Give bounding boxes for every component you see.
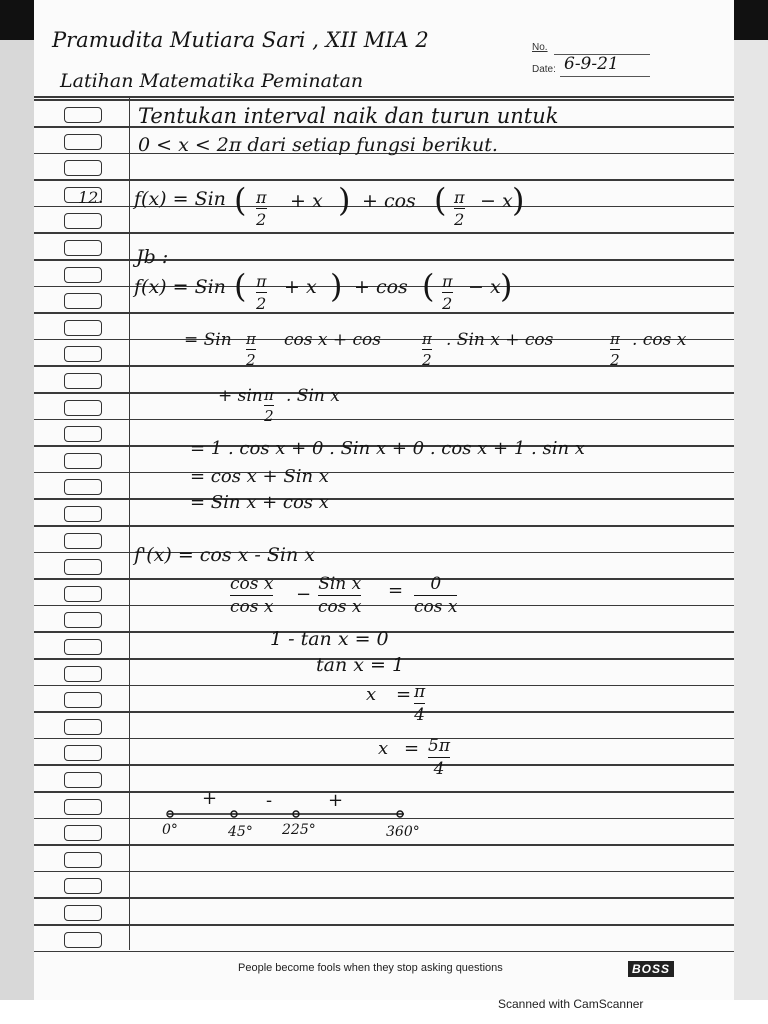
row-checkbox xyxy=(64,932,102,948)
row-checkbox xyxy=(64,905,102,921)
date-value: 6-9-21 xyxy=(564,54,619,74)
ruled-line xyxy=(34,525,734,527)
fraction-numerator: cos x xyxy=(230,574,274,594)
row-checkbox xyxy=(64,346,102,362)
step4: = 1 . cos x + 0 . Sin x + 0 . cos x + 1 . sin x xyxy=(190,438,585,459)
fraction-numerator: π xyxy=(256,188,267,207)
ruled-line xyxy=(34,232,734,234)
fraction-sin-over-cos xyxy=(318,574,361,617)
row-checkbox xyxy=(64,267,102,283)
fraction-pi-2-f xyxy=(422,330,432,369)
row-checkbox xyxy=(64,293,102,309)
row-checkbox xyxy=(64,719,102,735)
sign-positive-1: + xyxy=(202,788,218,809)
row-checkbox xyxy=(64,160,102,176)
problem-line-1: Tentukan interval naik dan turun untuk xyxy=(138,104,559,128)
fraction-numerator: π xyxy=(422,330,432,348)
row-checkbox xyxy=(64,134,102,150)
ruled-line xyxy=(34,472,734,474)
step1-plus-x: + x xyxy=(284,276,317,298)
ruled-line xyxy=(34,179,734,181)
x-label-1: x xyxy=(366,684,377,705)
row-checkbox xyxy=(64,559,102,575)
step1-prefix: f(x) = Sin xyxy=(134,276,226,298)
step1-minus-x: − x xyxy=(468,276,501,298)
fraction-numerator: 0 xyxy=(430,574,442,594)
row-checkbox xyxy=(64,825,102,841)
fraction-pi-2-b xyxy=(454,188,465,229)
fraction-cos-over-cos xyxy=(230,574,273,617)
fraction-numerator: π xyxy=(246,330,256,348)
fraction-denominator: 2 xyxy=(610,351,620,370)
derivative: f'(x) = cos x - Sin x xyxy=(134,544,315,566)
fraction-pi-2 xyxy=(256,188,267,229)
fraction-denominator: 2 xyxy=(454,210,465,230)
step2-a: = Sin xyxy=(184,330,232,350)
ruled-line xyxy=(34,498,734,500)
function-mid: + cos xyxy=(362,190,416,212)
paren-open: ( xyxy=(234,181,247,219)
x-equals-1: = xyxy=(396,684,412,705)
ruled-line xyxy=(34,711,734,713)
row-checkbox xyxy=(64,586,102,602)
ruled-line xyxy=(34,392,734,394)
fraction-denominator: 2 xyxy=(256,210,267,230)
boss-logo: BOSS xyxy=(628,961,674,977)
paren-open-2: ( xyxy=(434,181,447,219)
fraction-numerator: π xyxy=(264,386,274,404)
fraction-pi-2-e xyxy=(246,330,256,369)
tan-step-1: 1 - tan x = 0 xyxy=(270,628,389,650)
fraction-denominator: 2 xyxy=(422,351,432,370)
jawab-label: Jb : xyxy=(136,246,169,268)
frac-equals: = xyxy=(388,580,404,601)
row-checkbox xyxy=(64,400,102,416)
step3-b: . Sin x xyxy=(286,386,340,406)
problem-line-2: 0 < x < 2π dari setiap fungsi berikut. xyxy=(138,134,498,156)
ruled-line xyxy=(34,685,734,687)
x-label-2: x xyxy=(378,738,389,759)
row-checkbox xyxy=(64,692,102,708)
footer-quote: People become fools when they stop asking questions xyxy=(238,962,503,974)
fraction-denominator: cos x xyxy=(318,597,362,618)
ruled-line xyxy=(34,365,734,367)
subject-title: Latihan Matematika Peminatan xyxy=(60,70,364,92)
minus-x: − x xyxy=(480,190,513,212)
sign-positive-2: + xyxy=(328,790,344,811)
tick-label-0: 0° xyxy=(162,822,178,838)
paren-open-4: ( xyxy=(422,267,435,305)
problem-number: 12. xyxy=(78,188,104,207)
fraction-denominator: 2 xyxy=(442,294,453,314)
function-prefix: f(x) = Sin xyxy=(134,188,226,210)
row-checkbox xyxy=(64,453,102,469)
fraction-numerator: π xyxy=(610,330,620,348)
header-rule xyxy=(34,96,734,98)
x-equals-2: = xyxy=(404,738,420,759)
fraction-pi-2-h xyxy=(264,386,274,425)
tick-label-45: 45° xyxy=(228,824,253,840)
fraction-denominator: 2 xyxy=(264,407,274,426)
fraction-numerator: π xyxy=(442,272,453,291)
row-checkbox xyxy=(64,479,102,495)
row-checkbox xyxy=(64,213,102,229)
row-checkbox xyxy=(64,107,102,123)
fraction-pi-2-d xyxy=(442,272,453,313)
step2-c: . Sin x + cos xyxy=(446,330,554,350)
margin-line xyxy=(129,98,130,950)
step5: = cos x + Sin x xyxy=(190,466,329,487)
row-checkbox xyxy=(64,878,102,894)
plus-x: + x xyxy=(290,190,323,212)
step1-mid: + cos xyxy=(354,276,408,298)
fraction-pi-2-g xyxy=(610,330,620,369)
row-checkbox xyxy=(64,426,102,442)
row-checkbox xyxy=(64,612,102,628)
paren-close-3: ) xyxy=(330,267,343,305)
ruled-line xyxy=(34,605,734,607)
notebook-page xyxy=(34,0,734,1000)
row-checkbox xyxy=(64,320,102,336)
fraction-5pi-over-4 xyxy=(428,736,450,779)
row-checkbox xyxy=(64,240,102,256)
paren-close-2: ) xyxy=(512,181,525,219)
row-checkbox xyxy=(64,506,102,522)
ruled-line xyxy=(34,951,734,953)
date-label: Date: xyxy=(532,64,556,75)
tick-label-360: 360° xyxy=(386,824,420,840)
fraction-numerator: Sin x xyxy=(318,574,362,594)
fraction-denominator: 4 xyxy=(414,705,425,726)
ruled-line xyxy=(34,924,734,926)
fraction-numerator: π xyxy=(256,272,267,291)
ruled-line xyxy=(34,764,734,766)
row-checkbox xyxy=(64,639,102,655)
fraction-zero-over-cos xyxy=(414,574,457,617)
paren-close-4: ) xyxy=(500,267,513,305)
ruled-line xyxy=(34,578,734,580)
student-name: Pramudita Mutiara Sari , XII MIA 2 xyxy=(52,28,429,52)
row-checkbox xyxy=(64,373,102,389)
fraction-denominator: cos x xyxy=(230,597,274,618)
header-rule-2 xyxy=(34,99,734,101)
no-label: No. xyxy=(532,42,548,53)
fraction-pi-over-4 xyxy=(414,682,425,725)
sign-negative: - xyxy=(266,790,273,811)
fraction-numerator: π xyxy=(454,188,465,207)
ruled-line xyxy=(34,339,734,341)
row-checkbox xyxy=(64,852,102,868)
left-scan-edge xyxy=(0,40,34,1000)
fraction-denominator: 4 xyxy=(433,759,445,780)
frac-minus: − xyxy=(296,584,312,605)
paren-close: ) xyxy=(338,181,351,219)
fraction-numerator: π xyxy=(414,682,426,702)
fraction-pi-2-c xyxy=(256,272,267,313)
ruled-line xyxy=(34,419,734,421)
right-scan-edge xyxy=(734,40,768,1000)
row-checkbox xyxy=(64,666,102,682)
ruled-line xyxy=(34,871,734,873)
fraction-numerator: 5π xyxy=(428,736,450,756)
camscanner-watermark: Scanned with CamScanner xyxy=(498,997,644,1011)
fraction-denominator: cos x xyxy=(414,597,458,618)
row-checkbox xyxy=(64,799,102,815)
ruled-line xyxy=(34,897,734,899)
fraction-denominator: 2 xyxy=(246,351,256,370)
step3-a: + sin xyxy=(218,386,263,406)
row-checkbox xyxy=(64,745,102,761)
paren-open-3: ( xyxy=(234,267,247,305)
step6: = Sin x + cos x xyxy=(190,492,329,513)
row-checkbox xyxy=(64,533,102,549)
fraction-denominator: 2 xyxy=(256,294,267,314)
tan-step-2: tan x = 1 xyxy=(316,654,405,676)
step2-d: . cos x xyxy=(632,330,687,350)
step2-b: cos x + cos xyxy=(284,330,382,350)
ruled-line xyxy=(34,312,734,314)
row-checkbox xyxy=(64,772,102,788)
tick-label-225: 225° xyxy=(282,822,316,838)
